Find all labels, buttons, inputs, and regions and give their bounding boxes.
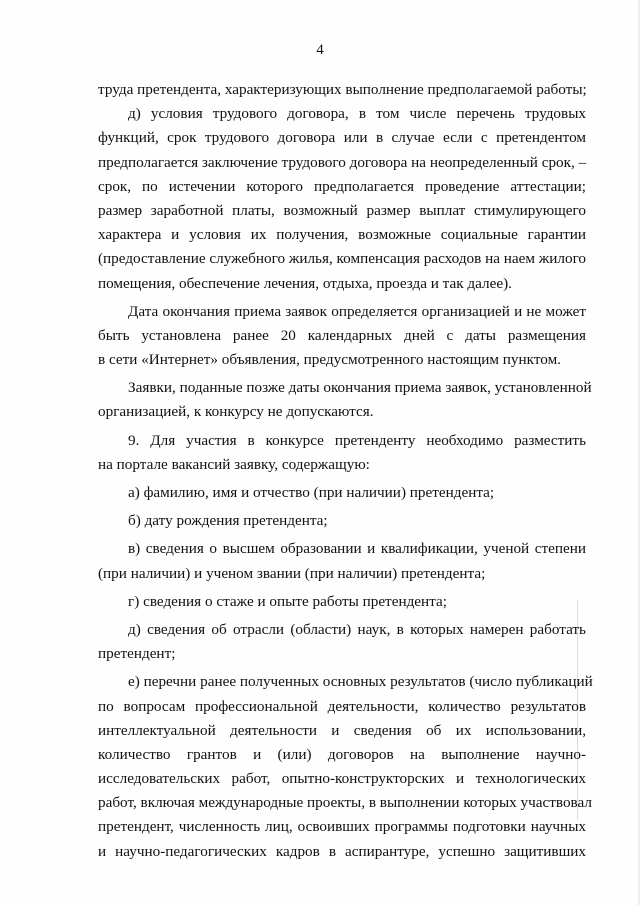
text-line: претендент, численность лиц, освоивших программы подготовки научных [98,818,586,836]
text-line: г) сведения о стаже и опыте работы претендента; [128,592,447,610]
text-line: и научно-педагогических кадров в аспирантуре, успешно защитивших [98,842,586,860]
text-line: а) фамилию, имя и отчество (при наличии) претендента; [128,484,495,501]
text-line: характера и условия их получения, возможные социальные гарантии [98,226,586,244]
page-number: 4 [316,42,324,58]
text-line: в) сведения о высшем образовании и квалификации, ученой степени [128,540,586,558]
text-line: е) перечни ранее полученных основных результатов (число публикаций [128,673,593,691]
text-line: д) условия трудового договора, в том числе перечень трудовых [128,105,586,123]
text-line: 9. Для участия в конкурсе претенденту необходимо разместить [128,431,586,449]
text-line: функций, срок трудового договора или в случае если с претендентом [98,129,586,147]
text-line: организацией, к конкурсу не допускаются. [98,403,374,421]
text-line: предполагается заключение трудового договора на неопределенный срок, – [98,153,587,171]
document-body [98,78,593,864]
text-line: помещения, обеспечение лечения, отдыха, проезда и так далее). [98,274,512,292]
text-line: б) дату рождения претендента; [128,512,328,530]
text-line: быть установлена ранее 20 календарных дней с даты размещения [98,326,586,344]
text-line: претендент; [98,645,176,663]
text-line: исследовательских работ, опытно-конструкторских и технологических [98,770,586,788]
text-line: интеллектуальной деятельности и сведения об их использовании, [98,721,586,739]
text-line: (предоставление служебного жилья, компенсация расходов на наем жилого [98,250,587,268]
text-line: в сети «Интернет» объявления, предусмотренного настоящим пунктом. [98,351,561,369]
text-line: (при наличии) и ученом звании (при наличии) претендента; [98,564,486,582]
text-line: на портале вакансий заявку, содержащую: [98,455,370,473]
text-line: д) сведения об отрасли (области) наук, в которых намерен работать [128,620,586,638]
text-line: срок, по истечении которого предполагается проведение аттестации; [98,177,586,195]
text-line: труда претендента, характеризующих выполнение предполагаемой работы; [98,81,587,98]
text-line: количество грантов и (или) договоров на выполнение научно- [98,745,586,763]
text-line: размер заработной платы, возможный размер выплат стимулирующего [98,201,586,219]
text-line: работ, включая международные проекты, в выполнении которых участвовал [98,794,592,812]
text-line: Заявки, поданные позже даты окончания приема заявок, установленной [128,379,592,397]
text-line: Дата окончания приема заявок определяется организацией и не может [128,302,586,320]
text-line: по вопросам профессиональной деятельности, количество результатов [98,697,586,715]
